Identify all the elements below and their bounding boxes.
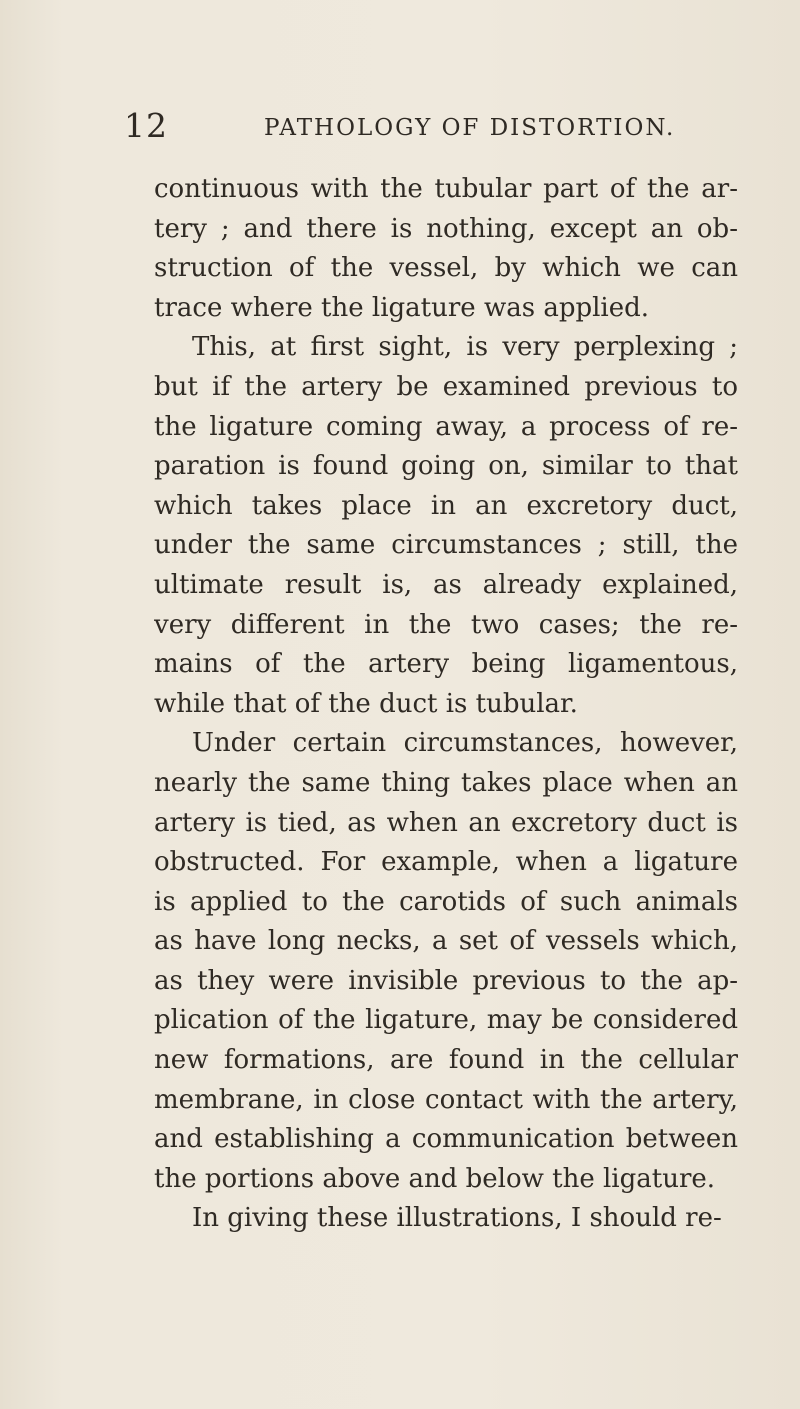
text-line: and establishing a communication between xyxy=(154,1124,738,1155)
text-line: plication of the ligature, may be considered xyxy=(154,1005,738,1036)
text-line: tery ; and there is nothing, except an ob- xyxy=(154,213,738,244)
text-line: ultimate result is, as already explained, xyxy=(154,569,738,600)
page-number: 12 xyxy=(124,106,168,145)
text-line: which takes place in an excretory duct, xyxy=(154,490,738,521)
text-line: paration is found going on, similar to that xyxy=(154,451,738,482)
text-line: very different in the two cases; the re- xyxy=(154,609,738,640)
text-line: trace where the ligature was applied. xyxy=(154,292,650,323)
text-line: nearly the same thing takes place when an xyxy=(154,767,738,798)
text-line: artery is tied, as when an excretory duct is xyxy=(154,807,738,838)
text-line: while that of the duct is tubular. xyxy=(154,688,578,719)
text-line: the portions above and below the ligature. xyxy=(154,1163,716,1194)
text-line: is applied to the carotids of such animals xyxy=(154,886,738,917)
body-text xyxy=(154,170,738,1239)
text-line: This, at first sight, is very perplexing ; xyxy=(192,332,738,363)
text-line: mains of the artery being ligamentous, xyxy=(154,649,738,680)
text-line: obstructed. For example, when a ligature xyxy=(154,847,738,878)
text-line: new formations, are found in the cellular xyxy=(154,1045,738,1076)
text-line: In giving these illustrations, I should re- xyxy=(192,1203,722,1234)
text-line: struction of the vessel, by which we can xyxy=(154,253,738,284)
text-line: as have long necks, a set of vessels which, xyxy=(154,926,738,957)
running-head: PATHOLOGY OF DISTORTION. xyxy=(264,115,676,141)
text-line: membrane, in close contact with the artery, xyxy=(154,1084,738,1115)
text-line: Under certain circumstances, however, xyxy=(192,728,738,759)
text-line: the ligature coming away, a process of re- xyxy=(154,411,738,442)
text-line: but if the artery be examined previous to xyxy=(154,371,738,402)
text-line: continuous with the tubular part of the ar- xyxy=(154,174,738,204)
page-header xyxy=(124,104,744,148)
text-line: as they were invisible previous to the ap- xyxy=(154,965,738,996)
text-line: under the same circumstances ; still, the xyxy=(154,530,738,561)
